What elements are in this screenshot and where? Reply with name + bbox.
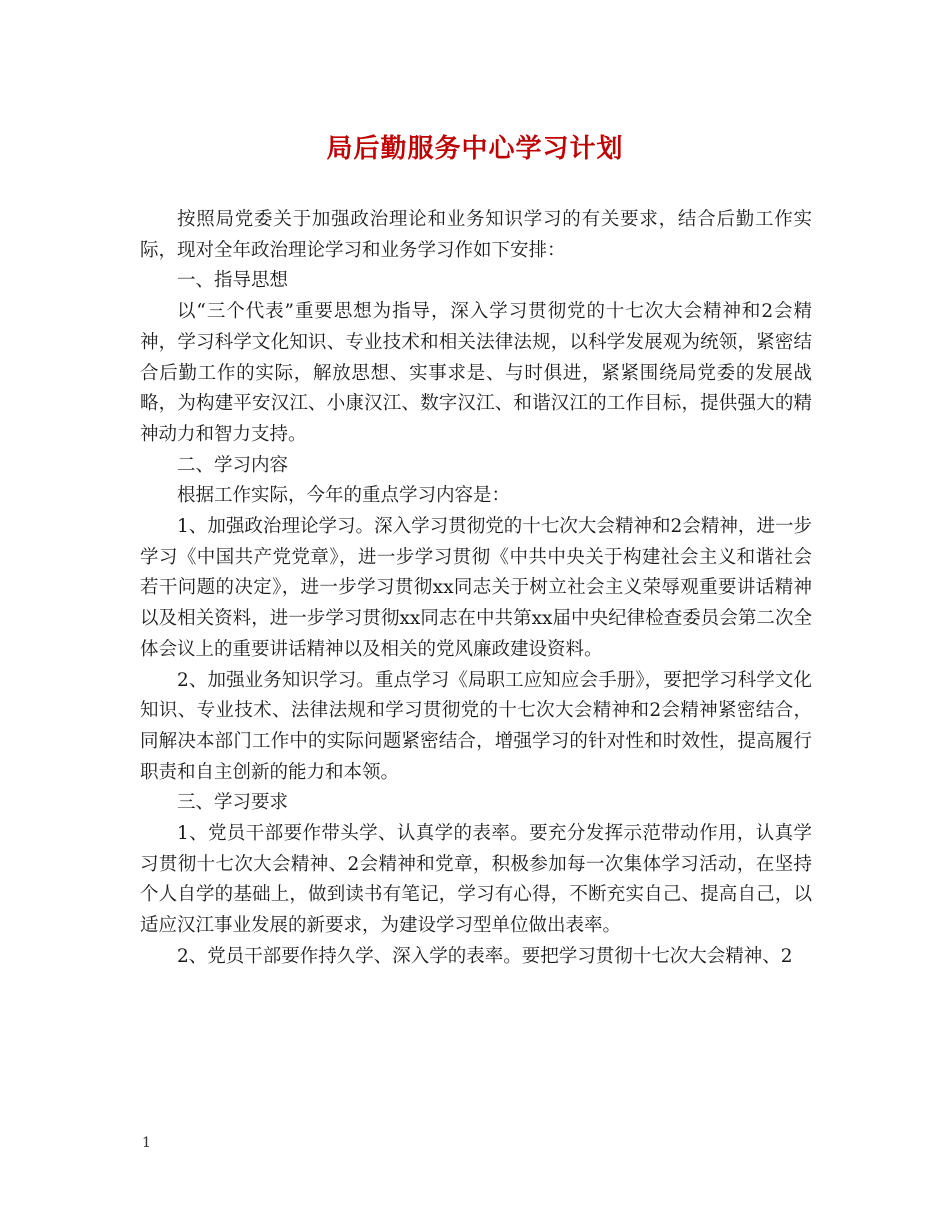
paragraph-intro: 按照局党委关于加强政治理论和业务知识学习的有关要求，结合后勤工作实际，现对全年政治理论学习和业务学习作如下安排： (140, 209, 812, 261)
page-number: 1 (142, 1135, 151, 1151)
paragraph-political-theory: 1、加强政治理论学习。深入学习贯彻党的十七次大会精神和2会精神，进一步学习《中国共产党党章》，进一步学习贯彻《中共中央关于构建社会主义和谐社会若干问题的决定》，进一步学习贯彻xx同志关于树立社会主义荣辱观重要讲话精神以及相关资料，进一步学习贯彻xx同志在中共第xx届中央纪律检查委员会第二次全体会议上的重要讲话精神以及相关的党风廉政建设资料。 (140, 516, 812, 660)
document-title: 局后勤服务中心学习计划 (326, 134, 624, 164)
document-body (140, 205, 812, 973)
paragraph-business-knowledge: 2、加强业务知识学习。重点学习《局职工应知应会手册》，要把学习科学文化知识、专业技术、法律法规和学习贯彻党的十七次大会精神和2会精神紧密结合，同解决本部门工作中的实际问题紧密结合，增强学习的针对性和时效性，提高履行职责和自主创新的能力和本领。 (140, 669, 812, 783)
section-heading-study-requirements: 三、学习要求 (177, 792, 289, 814)
section-heading-study-content: 二、学习内容 (177, 454, 289, 476)
paragraph-requirement-2: 2、党员干部要作持久学、深入学的表率。要把学习贯彻十七次大会精神、2 (177, 945, 793, 967)
paragraph-requirement-1: 1、党员干部要作带头学、认真学的表率。要充分发挥示范带动作用，认真学习贯彻十七次大会精神、2会精神和党章，积极参加每一次集体学习活动，在坚持个人自学的基础上，做到读书有笔记，学习有心得，不断充实自己、提高自己，以适应汉江事业发展的新要求，为建设学习型单位做出表率。 (140, 823, 812, 937)
paragraph-study-content-intro: 根据工作实际，今年的重点学习内容是： (177, 485, 511, 507)
paragraph-guiding-ideology: 以“三个代表”重要思想为指导，深入学习贯彻党的十七次大会精神和2会精神，学习科学文化知识、专业技术和相关法律法规，以科学发展观为统领，紧密结合后勤工作的实际，解放思想、实事求是、与时俱进，紧紧围绕局党委的发展战略，为构建平安汉江、小康汉江、数字汉江、和谐汉江的工作目标，提供强大的精神动力和智力支持。 (140, 301, 812, 445)
section-heading-guiding-ideology: 一、指导思想 (177, 270, 289, 292)
